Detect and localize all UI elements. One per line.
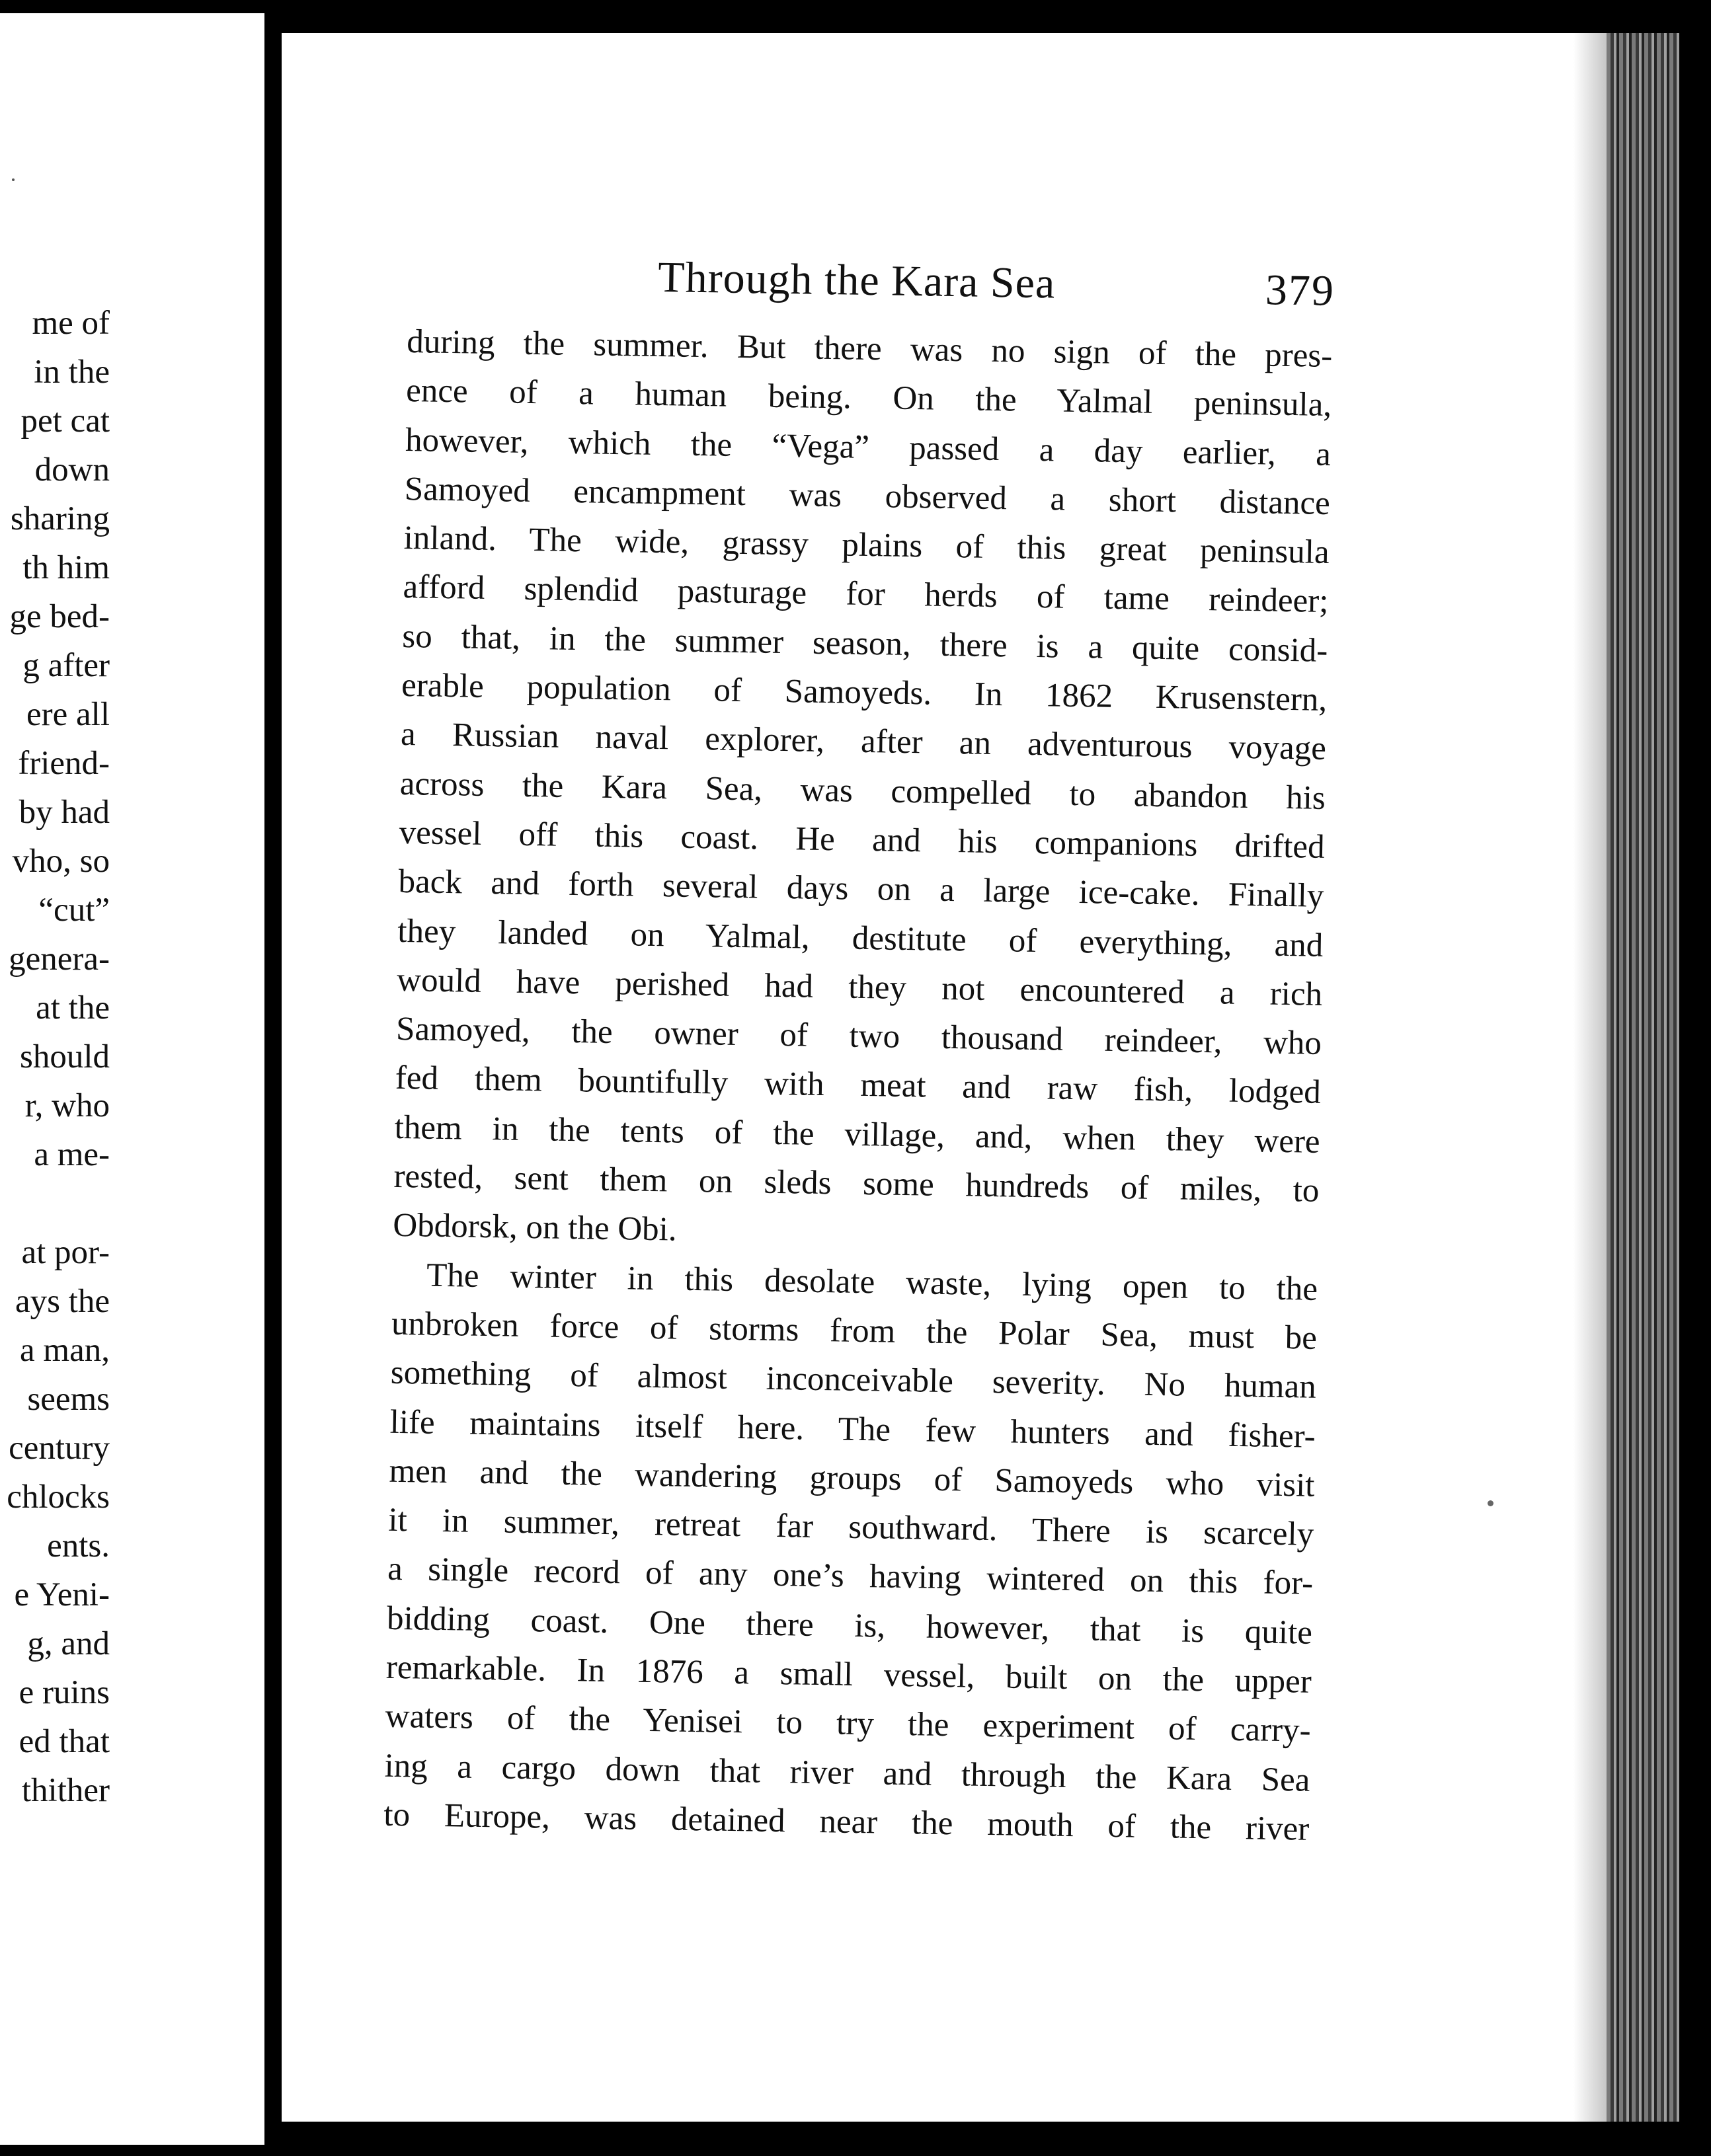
text-line: it in summer, retreat far southward. There is scarcely	[387, 1501, 1314, 1553]
text-line: would have perished had they not encountered a rich	[396, 961, 1323, 1013]
left-line-fragment: thither	[21, 1772, 110, 1809]
left-line-fragment: should	[19, 1038, 110, 1075]
text-line: back and forth several days on a large ice-cake. Finally	[398, 863, 1324, 915]
left-line-fragment: ents.	[47, 1527, 110, 1564]
left-line-fragment: friend-	[18, 745, 110, 782]
text-line: ing a cargo down that river and through the Kara Sea	[384, 1747, 1310, 1799]
left-line-fragment: seems	[27, 1381, 110, 1418]
left-line-fragment: by had	[19, 794, 110, 831]
left-line-fragment: sharing	[10, 500, 110, 537]
left-line-fragment: pet cat	[20, 403, 110, 440]
page-speck	[12, 178, 15, 181]
text-line: rested, sent them on sleds some hundreds of miles, to	[393, 1157, 1320, 1210]
paragraph-2	[383, 1250, 1318, 1853]
book-page-edges	[1607, 33, 1679, 2122]
left-line-fragment: at por-	[21, 1234, 110, 1271]
text-line: afford splendid pasturage for herds of tame reindeer;	[403, 568, 1329, 621]
text-line: a single record of any one’s having wintered on this for-	[387, 1551, 1314, 1603]
text-line: The winter in this desolate waste, lying open to the	[426, 1256, 1318, 1308]
left-line-fragment: a me-	[34, 1136, 110, 1173]
left-line-fragment: ed that	[19, 1723, 110, 1760]
left-line-fragment: a man,	[20, 1332, 110, 1369]
left-line-fragment: ere all	[26, 696, 110, 733]
text-line: Obdorsk, on the Obi.	[392, 1207, 678, 1249]
left-line-fragment: “cut”	[38, 892, 110, 929]
text-line: unbroken force of storms from the Polar Sea, must be	[391, 1305, 1318, 1357]
left-line-fragment: e Yeni-	[14, 1576, 110, 1613]
text-line: life maintains itself here. The few hunters and fisher-	[389, 1403, 1316, 1455]
left-line-fragment: th him	[22, 549, 110, 586]
left-line-fragment: r, who	[24, 1087, 110, 1124]
left-line-fragment: in the	[34, 354, 110, 391]
text-line: inland. The wide, grassy plains of this great peninsula	[403, 520, 1330, 572]
text-line: bidding coast. One there is, however, that is quite	[386, 1599, 1313, 1652]
text-line: to Europe, was detained near the mouth of the river	[383, 1796, 1310, 1848]
text-line: however, which the “Vega” passed a day earlier, a	[405, 421, 1332, 473]
right-page	[282, 33, 1640, 2122]
left-line-fragment: chlocks	[7, 1479, 110, 1516]
paragraph-1	[393, 317, 1333, 1264]
text-line: Samoyed encampment was observed a short distance	[404, 470, 1331, 522]
text-line: so that, in the summer season, there is a quite consid-	[401, 617, 1328, 670]
left-line-fragment: me of	[32, 305, 110, 342]
text-line: a Russian naval explorer, after an adventurous voyage	[400, 716, 1327, 768]
text-line: fed them bountifully with meat and raw fish, lodged	[395, 1059, 1322, 1112]
text-line: men and the wandering groups of Samoyeds who visit	[389, 1452, 1315, 1504]
left-line-fragment: e ruins	[19, 1674, 110, 1711]
left-line-fragment: down	[34, 451, 110, 488]
text-line: during the summer. But there was no sign of the pres-	[406, 323, 1333, 375]
left-line-fragment: century	[9, 1430, 110, 1467]
left-line-fragment: ge bed-	[9, 598, 110, 635]
text-line: waters of the Yenisei to try the experiment of carry-	[385, 1698, 1312, 1750]
body-text	[383, 317, 1333, 1854]
left-line-fragment: genera-	[9, 941, 110, 978]
page-number: 379	[1265, 266, 1335, 315]
page-speck	[1488, 1500, 1493, 1506]
text-line: them in the tents of the village, and, when they were	[394, 1108, 1321, 1161]
book-gutter	[264, 0, 282, 2156]
text-line: remarkable. In 1876 a small vessel, built on the upper	[385, 1648, 1312, 1701]
text-line: Samoyed, the owner of two thousand reindeer, who	[395, 1011, 1322, 1063]
text-line: vessel off this coast. He and his companions drifted	[399, 814, 1326, 866]
left-line-fragment: g, and	[27, 1625, 110, 1662]
left-line-fragment: at the	[36, 989, 110, 1026]
left-line-fragment: ays the	[15, 1283, 110, 1320]
text-line: they landed on Yalmal, destitute of everything, and	[397, 912, 1324, 964]
left-line-fragment: vho, so	[12, 843, 110, 880]
text-line: erable population of Samoyeds. In 1862 Krusenstern,	[401, 667, 1328, 718]
left-facing-page	[0, 13, 264, 2145]
text-line: across the Kara Sea, was compelled to abandon his	[399, 765, 1326, 817]
text-line: ence of a human being. On the Yalmal peninsula,	[405, 372, 1332, 424]
left-line-fragment: g after	[22, 647, 110, 684]
running-head: Through the Kara Sea	[657, 252, 1056, 308]
text-line: something of almost inconceivable severity. No human	[390, 1354, 1317, 1406]
